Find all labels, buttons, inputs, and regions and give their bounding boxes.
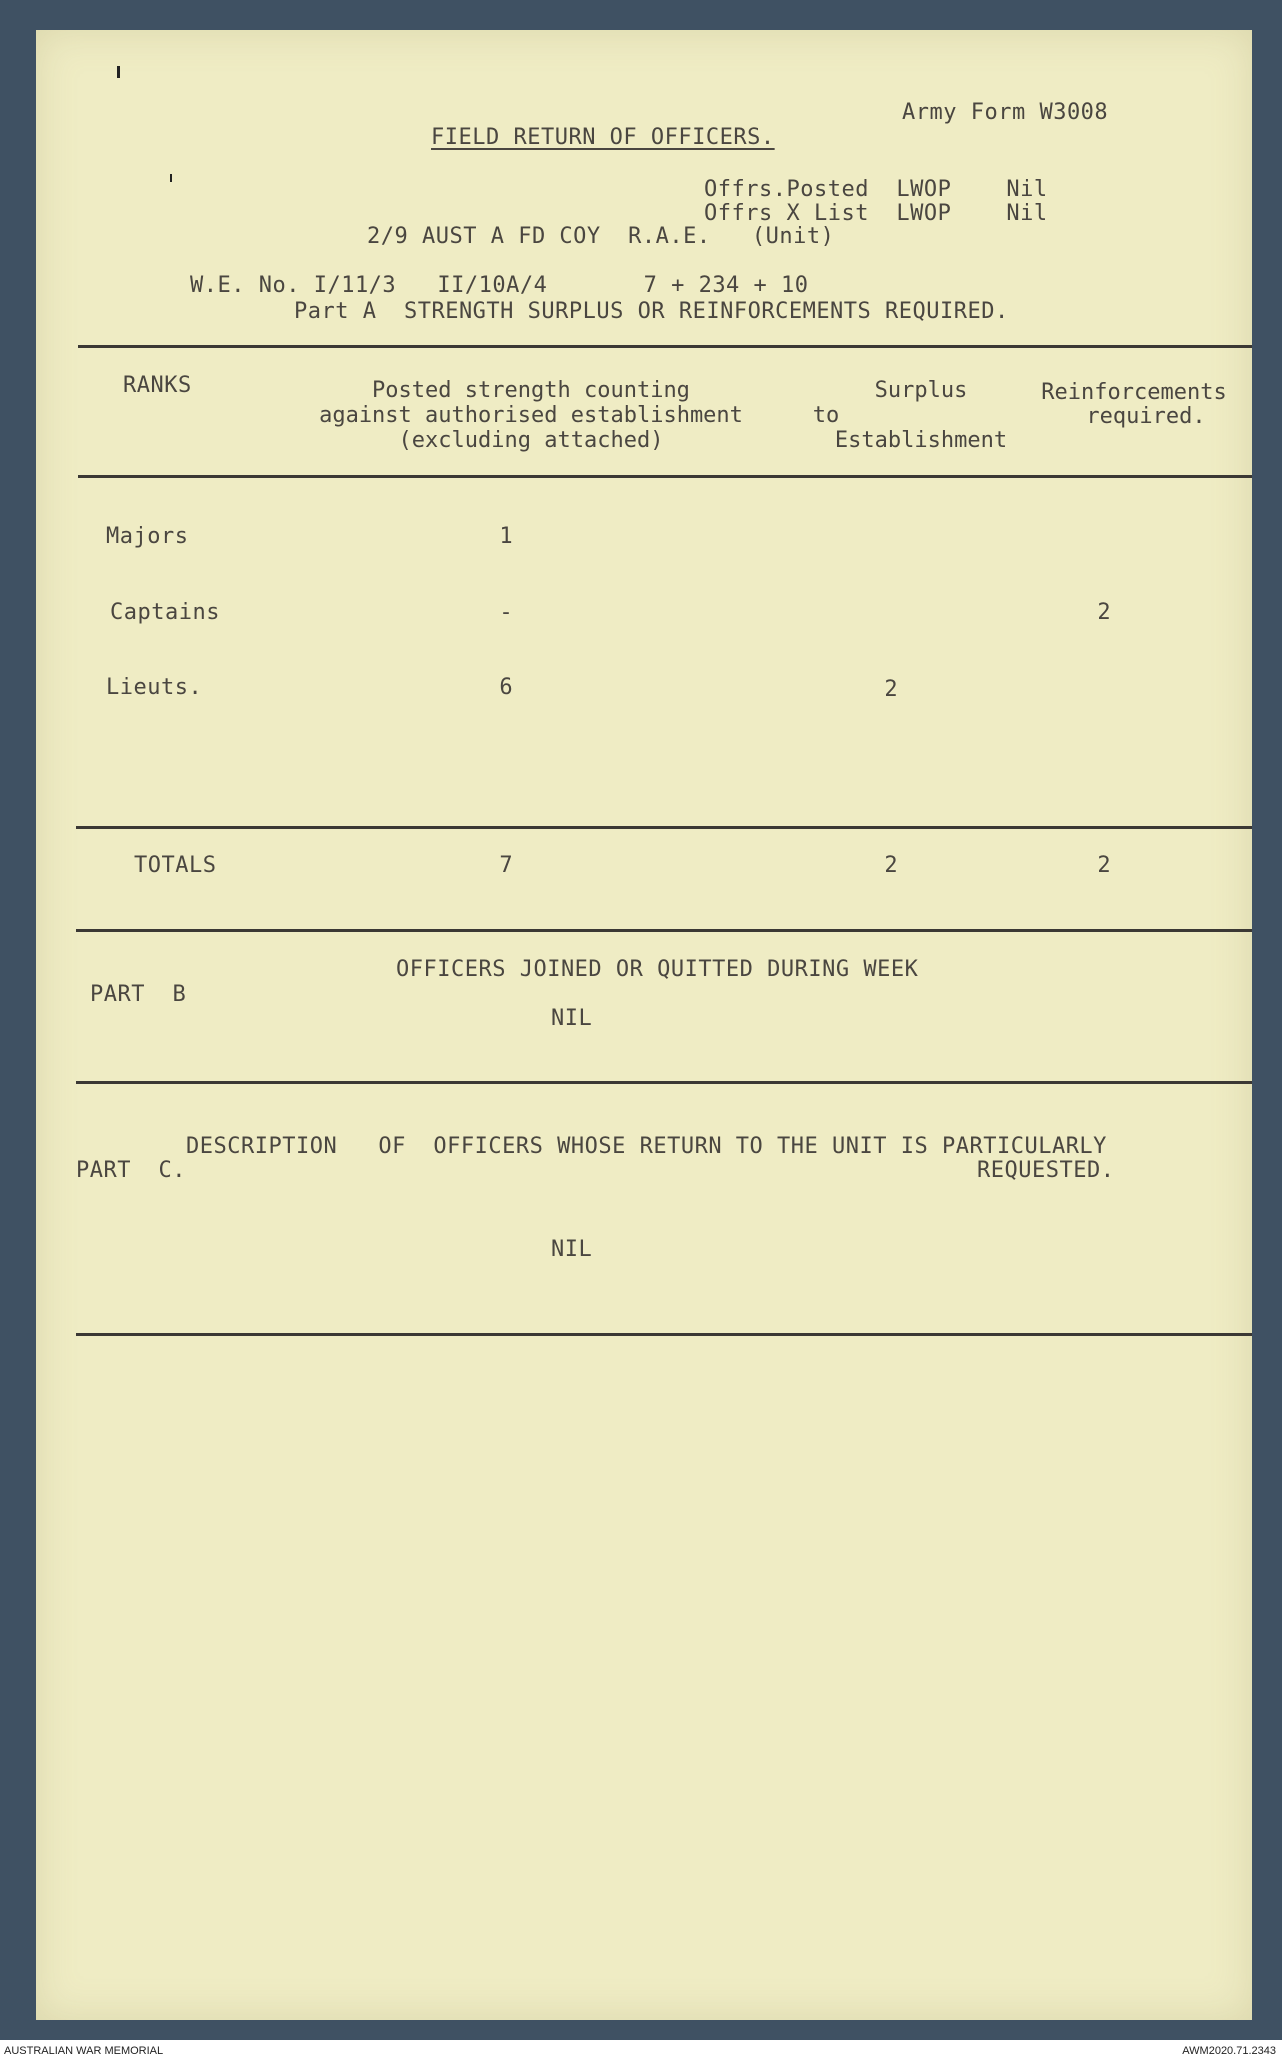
- divider-line: [76, 1333, 1252, 1336]
- posted-cell: 6: [499, 675, 513, 700]
- totals-reinforcements: 2: [1097, 853, 1111, 878]
- divider-line: [76, 1081, 1252, 1084]
- punch-mark: [117, 66, 120, 78]
- part-b-label: PART B: [90, 982, 187, 1007]
- part-c-heading-line2: REQUESTED.: [977, 1158, 1115, 1183]
- posted-cell: -: [499, 600, 513, 625]
- part-c-heading-line1: DESCRIPTION OF OFFICERS WHOSE RETURN TO THE UNIT IS PARTICULARLY: [186, 1134, 1107, 1159]
- posted-header-line1: Posted strength counting: [372, 378, 690, 403]
- punch-mark: [170, 174, 172, 182]
- part-a-heading: Part A STRENGTH SURPLUS OR REINFORCEMENTS REQUIRED.: [294, 299, 1009, 324]
- posted-header-line2: against authorised establishment: [319, 403, 743, 428]
- part-c-label: PART C.: [76, 1158, 186, 1183]
- reinforcements-cell: 2: [1097, 600, 1111, 625]
- totals-label: TOTALS: [134, 853, 217, 878]
- surplus-cell: 2: [884, 677, 898, 702]
- rank-cell: Majors: [106, 524, 189, 549]
- part-c-value: NIL: [551, 1237, 593, 1262]
- posted-cell: 1: [499, 524, 513, 549]
- part-b-heading: OFFICERS JOINED OR QUITTED DURING WEEK: [396, 957, 919, 982]
- document-title: FIELD RETURN OF OFFICERS.: [431, 125, 775, 150]
- army-form-number: Army Form W3008: [902, 100, 1109, 125]
- totals-surplus: 2: [884, 853, 898, 878]
- rank-cell: Captains: [110, 600, 220, 625]
- rank-cell: Lieuts.: [106, 675, 203, 700]
- ranks-header: RANKS: [123, 373, 192, 398]
- offrs-x-list-line: Offrs X List LWOP Nil: [704, 201, 1048, 226]
- part-b-value: NIL: [551, 1006, 593, 1031]
- divider-line: [76, 826, 1252, 829]
- archive-credit: AUSTRALIAN WAR MEMORIAL: [4, 2045, 164, 2057]
- divider-line: [78, 475, 1252, 478]
- unit-name: 2/9 AUST A FD COY R.A.E. (Unit): [367, 224, 835, 249]
- archive-reference: AWM2020.71.2343: [1182, 2045, 1276, 2057]
- totals-posted: 7: [499, 853, 513, 878]
- surplus-header-line2: to: [812, 403, 840, 428]
- surplus-header-line3: Establishment: [834, 428, 1008, 453]
- reinforcements-header-line1: Reinforcements: [1041, 380, 1227, 405]
- we-number: W.E. No. I/11/3 II/10A/4 7 + 234 + 10: [190, 273, 809, 298]
- divider-line: [76, 929, 1252, 932]
- document-page: [36, 30, 1252, 2020]
- surplus-header-line1: Surplus: [874, 378, 968, 403]
- divider-line: [78, 345, 1252, 348]
- posted-header-line3: (excluding attached): [398, 428, 664, 453]
- reinforcements-header-line2: required.: [1086, 404, 1206, 429]
- offrs-posted-line: Offrs.Posted LWOP Nil: [704, 177, 1048, 202]
